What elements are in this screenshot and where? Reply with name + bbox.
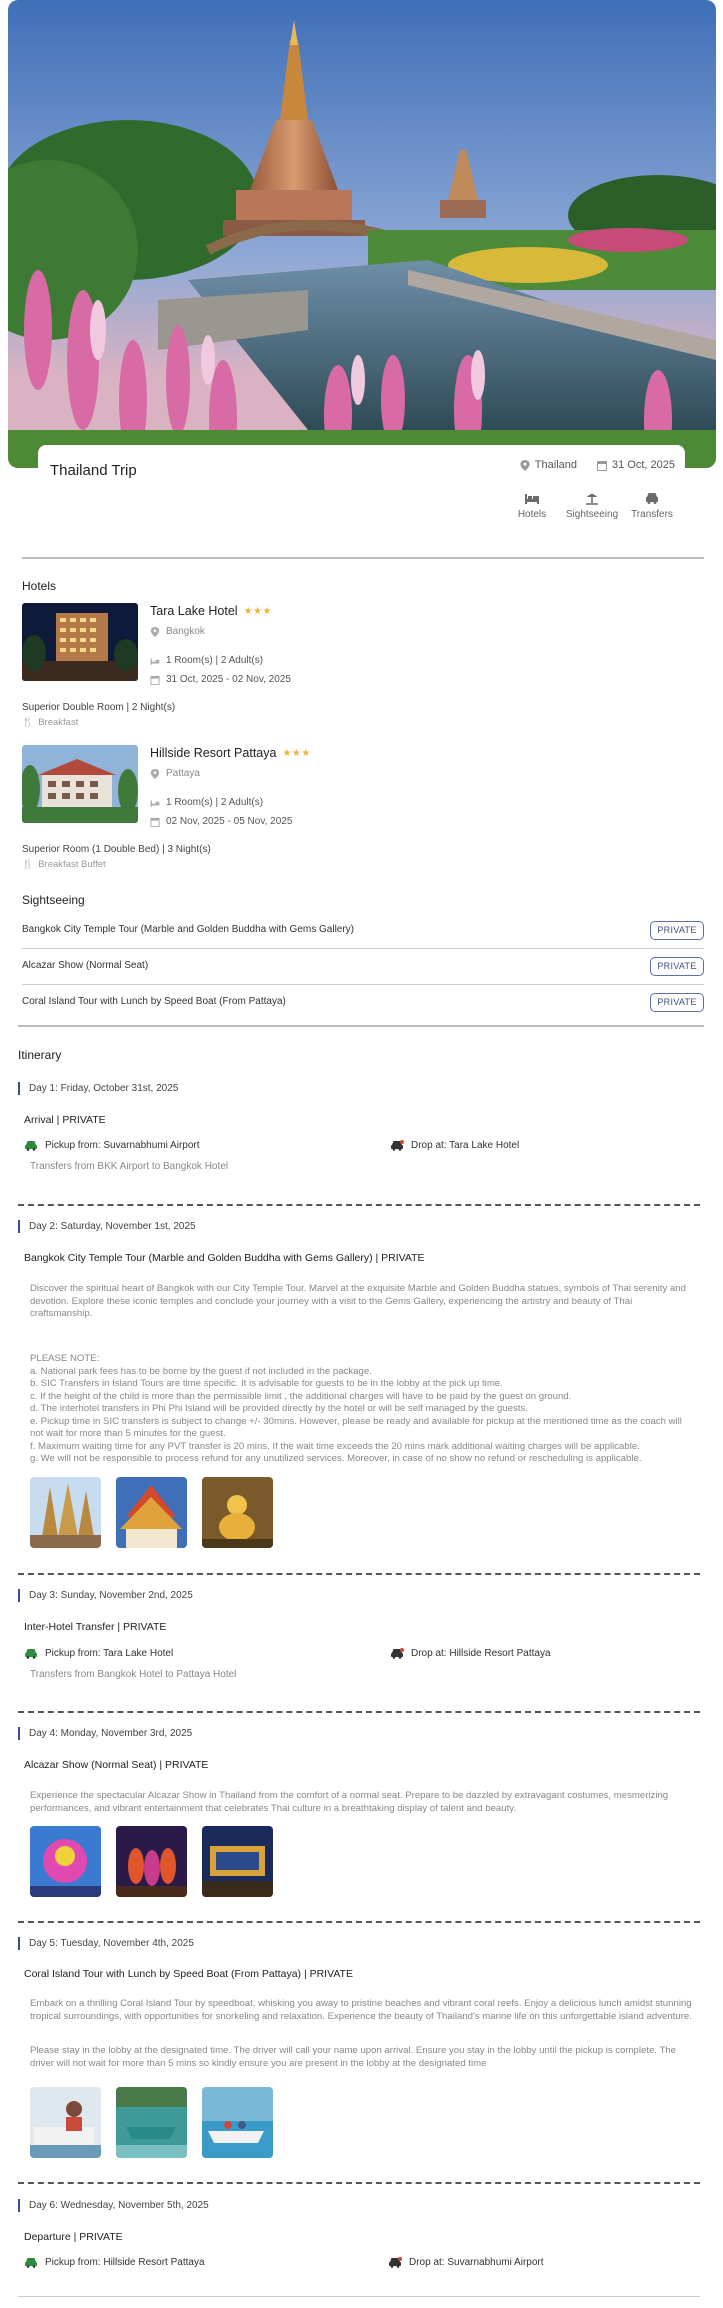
- location-pin-icon: [520, 460, 530, 471]
- hotel-occupancy: [150, 797, 263, 808]
- service-hotels-label: Hotels: [517, 509, 547, 520]
- day-description: Experience the spectacular Alcazar Show in Thailand from the comfort of a normal seat. Prepare to be dazzled by extravagant costumes, mesmerizing performances, and vibrant entertainment that celebrates Thai culture in a breathtaking display of talent and beauty.: [30, 1790, 669, 1814]
- sightseeing-heading: Sightseeing: [22, 893, 85, 907]
- important-notes: [30, 1353, 694, 1466]
- hotel-dates: [150, 816, 292, 827]
- fork-knife-icon: 🍴: [22, 859, 34, 869]
- drop-location: [388, 2257, 544, 2268]
- photo-gallery: [30, 1826, 273, 1897]
- day-label: Day 5: Tuesday, November 4th, 2025: [18, 1938, 194, 1949]
- hero-image: [8, 0, 716, 468]
- bottom-divider: [18, 2296, 700, 2297]
- start-date-label: 31 Oct, 2025: [612, 459, 675, 471]
- note-line: f. Maximum waiting time for any PVT transfer is 20 mins. If the wait time exceeds the 20 mins mark additional waiting charges will be applicable.: [30, 1440, 640, 1452]
- car-drop-icon: [390, 1140, 404, 1151]
- destination: [520, 459, 577, 471]
- private-badge[interactable]: PRIVATE: [650, 993, 704, 1012]
- day-title: Coral Island Tour with Lunch by Speed Boat (From Pattaya) | PRIVATE: [24, 1968, 353, 1980]
- day-title: Bangkok City Temple Tour (Marble and Golden Buddha with Gems Gallery) | PRIVATE: [24, 1252, 425, 1264]
- day-separator: [18, 1921, 700, 1923]
- room-type: Superior Double Room | 2 Night(s): [22, 702, 176, 713]
- drop-location: [390, 1648, 551, 1659]
- gallery-photo[interactable]: [116, 2087, 187, 2158]
- note-line: PLEASE NOTE:: [30, 1353, 100, 1364]
- star-rating: ★★★: [243, 605, 272, 617]
- pickup-label: Pickup from: Tara Lake Hotel: [45, 1648, 174, 1659]
- hotel-name[interactable]: [150, 746, 311, 760]
- day-label: Day 4: Monday, November 3rd, 2025: [18, 1728, 192, 1739]
- location-pin-icon: [150, 769, 160, 779]
- sightseeing-row: [22, 913, 704, 949]
- hotel-occupancy-label: 1 Room(s) | 2 Adult(s): [166, 797, 264, 808]
- day-description: Discover the spiritual heart of Bangkok with our City Temple Tour. Marvel at the exquisite Marble and Golden Buddha statues, symbols of Thai serenity and devotion. Explore these iconic temples and conclude your journey with a visit to the Gems Gallery, experiencing the artistry and beauty of Thai craftsmanship.: [30, 1283, 686, 1319]
- bed-icon: [150, 798, 160, 808]
- service-transfers-label: Transfers: [631, 509, 673, 520]
- meal-plan: [22, 859, 106, 870]
- note-line: d. The interhotel transfers in Phi Phi Island will be provided directly by the hotel or will be self managed by the guests.: [30, 1403, 528, 1414]
- service-sightseeing[interactable]: [567, 491, 617, 520]
- private-badge[interactable]: PRIVATE: [650, 921, 704, 940]
- meal-plan-label: Breakfast Buffet: [38, 859, 106, 870]
- divider: [18, 1025, 704, 1027]
- hotel-city-label: Bangkok: [166, 626, 205, 637]
- hotel-card: [22, 745, 682, 875]
- service-sightseeing-label: Sightseeing: [565, 509, 619, 520]
- car-pickup-icon: [24, 1648, 38, 1659]
- gallery-photo[interactable]: [30, 1826, 101, 1897]
- day-title: Arrival | PRIVATE: [24, 1114, 106, 1126]
- sightseeing-name: Coral Island Tour with Lunch by Speed Boat (From Pattaya): [22, 996, 286, 1007]
- pickup-location: [24, 2257, 205, 2268]
- hotel-dates-label: 31 Oct, 2025 - 02 Nov, 2025: [166, 674, 291, 685]
- gallery-photo[interactable]: [30, 2087, 101, 2158]
- sightseeing-row: [22, 985, 704, 1021]
- pickup-label: Pickup from: Hillside Resort Pattaya: [45, 2257, 205, 2268]
- gallery-photo[interactable]: [30, 1477, 101, 1548]
- day-title: Departure | PRIVATE: [24, 2231, 123, 2243]
- trip-summary-card: [38, 445, 685, 531]
- car-pickup-icon: [24, 1140, 38, 1151]
- day-separator: [18, 1573, 700, 1575]
- day-label: Day 3: Sunday, November 2nd, 2025: [18, 1590, 193, 1601]
- transfer-note: Transfers from BKK Airport to Bangkok Hotel: [30, 1161, 229, 1172]
- calendar-icon: [597, 460, 607, 471]
- calendar-icon: [150, 817, 160, 827]
- pickup-label: Pickup from: Suvarnabhumi Airport: [45, 1140, 200, 1151]
- day-separator: [18, 1204, 700, 1206]
- drop-label: Drop at: Tara Lake Hotel: [411, 1140, 520, 1151]
- gallery-photo[interactable]: [202, 1477, 273, 1548]
- day-label: Day 1: Friday, October 31st, 2025: [18, 1083, 178, 1094]
- room-type: Superior Room (1 Double Bed) | 3 Night(s): [22, 844, 211, 855]
- service-tabs: [507, 491, 677, 520]
- day-separator: [18, 2182, 700, 2184]
- sightseeing-name: Bangkok City Temple Tour (Marble and Golden Buddha with Gems Gallery): [22, 924, 355, 935]
- note-line: b. SIC Transfers in Island Tours are time specific. It is advisable for guests to be in the lobby at the pick up time.: [30, 1378, 503, 1389]
- gallery-photo[interactable]: [116, 1826, 187, 1897]
- trip-title: Thailand Trip: [50, 462, 137, 479]
- day-separator: [18, 1711, 700, 1713]
- calendar-icon: [150, 675, 160, 685]
- hotel-city-label: Pattaya: [166, 768, 200, 779]
- hotels-heading: Hotels: [22, 579, 57, 593]
- hotel-occupancy-label: 1 Room(s) | 2 Adult(s): [166, 655, 264, 666]
- hotel-image: [22, 603, 138, 681]
- sightseeing-row: [22, 949, 704, 985]
- hotel-image: [22, 745, 138, 823]
- pickup-location: [24, 1140, 200, 1151]
- pickup-location: [24, 1648, 173, 1659]
- destination-label: Thailand: [534, 459, 577, 471]
- bed-icon: [150, 656, 160, 666]
- transfer-note: Transfers from Bangkok Hotel to Pattaya Hotel: [30, 1669, 237, 1680]
- photo-gallery: [30, 2087, 273, 2158]
- car-icon: [644, 491, 660, 505]
- trip-meta: [520, 459, 675, 471]
- hotel-card: [22, 603, 682, 733]
- day-title: Alcazar Show (Normal Seat) | PRIVATE: [24, 1759, 209, 1771]
- note-line: e. Pickup time in SIC transfers is subject to change +/- 30mins. However, please be ready and available for pickup at the mentioned time as the coach will not wait for more than 5 minutes for the guest.: [30, 1415, 682, 1439]
- drop-label: Drop at: Suvarnabhumi Airport: [409, 2257, 544, 2268]
- gallery-photo[interactable]: [202, 2087, 273, 2158]
- day-label: Day 6: Wednesday, November 5th, 2025: [18, 2200, 209, 2211]
- hotel-dates: [150, 674, 291, 685]
- gallery-photo[interactable]: [202, 1826, 273, 1897]
- drop-label: Drop at: Hillside Resort Pattaya: [411, 1648, 551, 1659]
- note-line: a. National park fees has to be borne by the guest if not included in the package.: [30, 1365, 372, 1377]
- hotel-name-label: Tara Lake Hotel: [150, 604, 238, 618]
- hotel-name-label: Hillside Resort Pattaya: [150, 746, 277, 760]
- note-line: g. We will not be responsible to process refund for any unutilized services. Moreover, in case of no show no refund or rescheduling is applicable.: [30, 1453, 642, 1464]
- car-drop-icon: [388, 2257, 402, 2268]
- hotel-name[interactable]: [150, 604, 272, 618]
- car-drop-icon: [390, 1648, 404, 1659]
- location-pin-icon: [150, 627, 160, 637]
- start-date: [597, 459, 675, 471]
- bed-icon: [524, 491, 540, 505]
- hotel-dates-label: 02 Nov, 2025 - 05 Nov, 2025: [166, 816, 293, 827]
- star-rating: ★★★: [282, 747, 311, 759]
- sightseeing-icon: [584, 491, 600, 505]
- note-line: c. If the height of the child is more than the permissible limit , the additional charges will have to be paid by the guest on ground.: [30, 1390, 572, 1402]
- service-transfers[interactable]: [627, 491, 677, 520]
- divider: [22, 557, 704, 559]
- hotel-city: [150, 768, 200, 779]
- hotel-occupancy: [150, 655, 263, 666]
- photo-gallery: [30, 1477, 273, 1548]
- gallery-photo[interactable]: [116, 1477, 187, 1548]
- hotel-city: [150, 626, 205, 637]
- fork-knife-icon: 🍴: [22, 717, 34, 727]
- day-label: Day 2: Saturday, November 1st, 2025: [18, 1221, 196, 1232]
- sightseeing-name: Alcazar Show (Normal Seat): [22, 960, 149, 971]
- meal-plan: [22, 717, 78, 728]
- day-title: Inter-Hotel Transfer | PRIVATE: [24, 1621, 167, 1633]
- service-hotels[interactable]: [507, 491, 557, 520]
- meal-plan-label: Breakfast: [38, 717, 79, 728]
- car-pickup-icon: [24, 2257, 38, 2268]
- private-badge[interactable]: PRIVATE: [650, 957, 704, 976]
- drop-location: [390, 1140, 519, 1151]
- day-description: Embark on a thrilling Coral Island Tour by speedboat, whisking you away to pristine beaches and vibrant coral reefs. Enjoy a delicious lunch amidst stunning tropical surroundings, with opportunities for snorkeling and relaxation. Experience the beauty of Thailand's marine life on this unforgettable island adventure.: [30, 1998, 692, 2022]
- itinerary-heading: Itinerary: [18, 1048, 62, 1062]
- day-description-secondary: Please stay in the lobby at the designated time. The driver will call your name upon arrival. Ensure you stay in the lobby until the pickup is complete. The driver will not wait for more than 5 mins so kindly ensure you are present in the lobby at the designated time: [30, 2045, 676, 2069]
